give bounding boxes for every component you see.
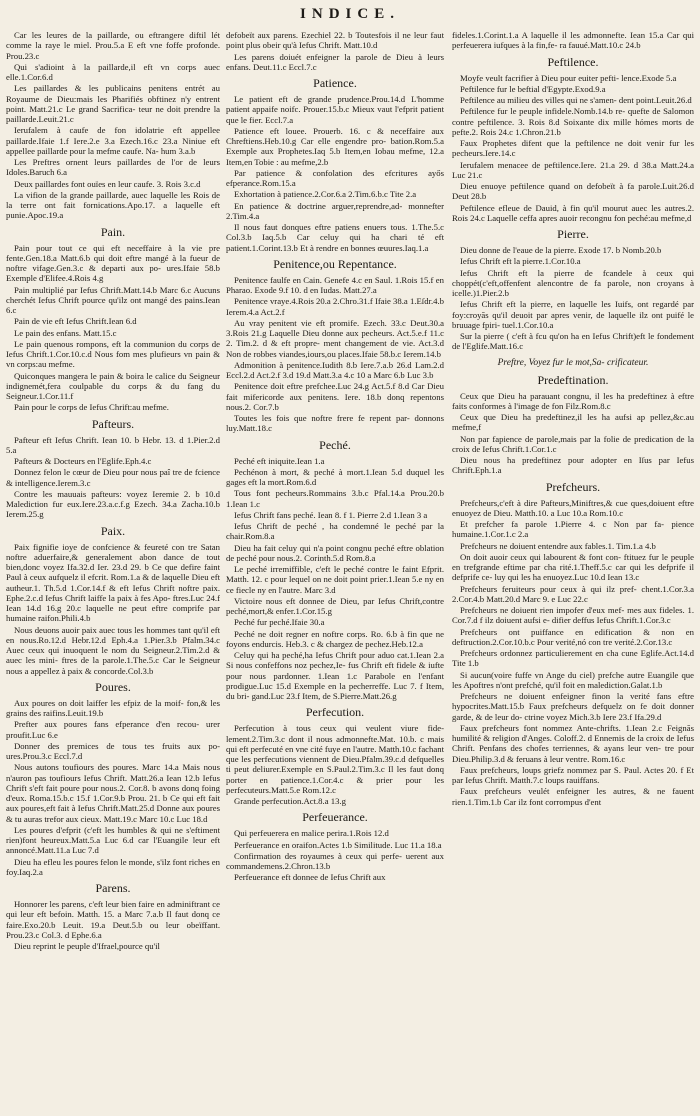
index-entry: Honnorer les parens, c'eft leur bien faire en adminiftrant ce qui leur eft befoin. Matth. 15. a Marc 7.a.b Il faut donq ce faire.Exo.20.b Leuit. 19.a Deut.5.b ou leur obeïffant. Prou.23.c Col.3. d Ephe.6.a xyxy=(6,899,220,940)
index-entry: Pain pour le corps de Iefus Chrift:au mefme. xyxy=(14,402,169,413)
index-entry: Prefcheurs ordonnez particulierement en cha cune Eglife.Act.14.d Tite 1.b xyxy=(452,648,694,669)
index-entry: Qui perfeuerera en malice perira.1.Rois 12.d xyxy=(234,828,389,839)
index-entry: Exhortation à patience.2.Cor.6.a 2.Tim.6.b.c Tite 2.a xyxy=(234,189,417,200)
index-entry: Le patient eft de grande prudence.Prou.14.d L'homme patient appaife noifc. Prouer.15.b.c Mieux vaut l'efprit patient que le fier. Eccl.7.a xyxy=(226,94,444,125)
index-entry: Pain pour tout ce qui eft neceffaire à la vie pre fente.Gen.18.a Matt.6.b qui doit eftre mangé à la fueur de noftre vifage.Gen.3.c & departi aux po- ures.Ifaie 58.b Exemple d'Elifee.4.Rois 4.g xyxy=(6,242,220,284)
index-entry: Grande perfecution.Act.8.a 13.g xyxy=(234,796,346,806)
section-heading: Poures. xyxy=(95,679,131,694)
index-entry: Dieu enuoye peftilence quand on defobeït à fa parole.Luit.26.d Deut 28.b xyxy=(452,181,694,202)
index-entry: Prefcheurs,c'eft à dire Pafteurs,Miniftres,& cue ques,doiuent eftre enuoyez de Dieu. Matth.10. a Luc 10.a Rom.10.c xyxy=(452,497,694,518)
index-entry: Pechénon à mort, & peché à mort.1.Iean 5.d duquel les gages eft la mort.Rom.6.d xyxy=(226,466,444,487)
index-entry: Car les leures de la paillarde, ou eftrangere diftil lét comme la raye le miel. Prou.5.a E eft vne foffe profonde. Prou.23.c xyxy=(6,30,220,61)
index-entry: Nous deuons auoir paix auec tous les hommes tant qu'il eft en nous.Ro.12.d Hebr.12.d Eph.4.a 1.Pier.3.b Pfalm.34.c Auec ceux qui inuoquent le nom du Seigneur.2.Tim.2.d & auec les mini- ftres de la parole.1.The.5.c Car le Seigneur nous a appellez à paix & concorde.Col.3.b xyxy=(6,624,220,676)
index-entry: Au vray penitent vie eft promife. Ezech. 33.c Deut.30.a 3.Rois 21.g Laquelle Dieu donne aux pecheurs. Act.5.e.f 11.c 2. Tim.2. d & eft propre- ment changement de vie. Act.3.d Non de robbes viandes,iours,ou places.Ifaie 58.b.c Ierem.14.b xyxy=(226,317,444,359)
index-entry: Les Preftres ornent leurs paillardes de l'or de leurs Idoles.Baruch 6.a xyxy=(6,157,220,178)
index-entry: Confirmation des royaumes à ceux qui perfe- uerent aux commandemens.2.Chron.13.b xyxy=(226,850,444,871)
index-entry: Ceux que Dieu ha predeftinez,il les ha aufsi ap pellez,&c.au mefme,f xyxy=(452,412,694,433)
index-entry: Deux paillardes font ouïes en leur caufe. 3. Rois 3.c.d xyxy=(14,178,201,189)
index-entry: Pafteurs & Docteurs en l'Eglife.Eph.4.c xyxy=(14,456,152,466)
index-entry: Donner des premices de tous tes fruits aux po- ures.Prou.3.c Eccl.7.d xyxy=(6,740,220,761)
column-1 xyxy=(6,30,220,1112)
index-entry: Dieu ha fait celuy qui n'a point congnu peché eftre oblation de peché pour nous.2. Corinth.5.d Rom.8.a xyxy=(226,542,444,563)
index-entry: Iefus Chrift eft la pierre.1.Cor.10.a xyxy=(460,256,581,267)
section-heading: Peché. xyxy=(319,437,351,452)
index-entry: Pain multiplié par Iefus Chrift.Matt.14.b Marc 6.c Aucuns cherchét Iefus Chrift pource qu'ilz ont mangé des pains.Iean 6.c xyxy=(6,284,220,315)
section-heading: Perfecution. xyxy=(305,705,365,720)
index-columns xyxy=(6,30,694,1112)
index-entry: Moyfe veult facrifier à Dieu pour euiter pefti- lence.Exode 5.a xyxy=(460,72,677,83)
section-heading: Prefcheurs. xyxy=(545,479,601,494)
index-entry: Perfeuerance eft donnee de Iefus Chrift aux xyxy=(234,872,386,883)
index-entry: Patience eft louee. Prouerb. 16. c & neceffaire aux Chreftiens.Heb.10.g Car elle engendre pro- bation.Rom.5.a Exemple aux Prophetes.Iaq 5.b Item,en Iobau mefme, 12.a Item,en Tobie : au mefme,2.b xyxy=(226,125,444,167)
index-entry: Peftilence efleue de Dauid, à fin qu'il mourut auec les autres.2. Rois 24.c Laquelle ceffa apres auoir recongnu fon peché:au mefme,d xyxy=(452,202,694,223)
index-entry: Prefcheurs ont puiffance en edification & non en deftruction.2.Cor.10.b.c Pour verité,nó con tre verité.2.Cor.13.c xyxy=(452,626,694,647)
page-header: INDICE. xyxy=(300,6,400,22)
index-entry: Nous autons toufiours des poures. Marc 14.a Mais nous n'auron pas toufiours Iefus Chrift. Matt.26.a Iean 12.b Iefus Chrift s'eft fait poure pour nous.2. Cor.8. b avons donq foing d'eux. Roma.15.b.c 15.f 1.Cor.9.b Prou. 21. b Ce qui eft fait aux poures,eft fait à Iefus Chrift.Matt.25.d Donne aux poures & tu auras trefor aux cieux. Matt.19.c Marc 10.c Luc 18.d xyxy=(6,762,220,824)
index-entry: Le pain quenous rompons, eft la communion du corps de Iefus Chrift.1.Cor.10.c.d Nous fom mes plufieurs vn pain & vn corps:au mefme. xyxy=(6,338,220,370)
section-heading: Peftilence. xyxy=(547,54,599,69)
index-entry: Faux Prophetes difent que la peftilence ne doit venir fur les pecheurs.Iere.14.c xyxy=(452,138,694,159)
section-heading: Perfeuerance. xyxy=(302,810,368,825)
index-entry: Le pain des enfans. Matt.15.c xyxy=(14,327,117,338)
section-heading: Parens. xyxy=(95,881,131,895)
index-entry: Contre les mauuais pafteurs: voyez Ieremie 2. b 10.d Malediction fur eux.Iere.23.a.c.f.g Ezech. 34.a Zacha.10.b Ierem.25.g xyxy=(6,488,220,520)
index-entry: Le peché irremiffible, c'eft le peché contre le faint Efprit. Matth. 12. c pour lequel on ne doit point prier.1.Iean 5.e ny en ce fiecle ny en l'autre. Marc 3.d xyxy=(226,564,444,595)
index-entry: Celuy qui ha peché,ha Iefus Chrift pour aduo cat.1.Iean 2.a Si nous confeffons noz pechez,Ie- fus Chrift eft fidele & iufte pour nous pardonner. 1.Iean 1.c Parabole en l'enfant prodigue.Luc 15.d Exemple en la pecherreffe. Luc 7. f Item, du bri- gand.Luc 23.f Item, de S.Pierre.Matt.26.g xyxy=(226,650,444,701)
index-entry: Prefcheurs ne doiuent entendre aux fables.1. Tim.1.a 4.b xyxy=(460,540,656,551)
section-heading: Paix. xyxy=(100,523,126,538)
index-entry: Paix fignifie ioye de confcience & feureté con tre Satan noftre aduerfaire,& generalement abon dance de tout bien,donc voyez Ifa.32.d Ier. 23.d 29. b Ce que defire faint Paul à ceux aufquelz il efcrit. Rom.1.a & de laquelle Dieu eft autheur.1. Th.5.d 1.Cor.14.f & eft Iefus Chrift noftre paix. Ephe.2.c.d Iefus Chrift laiffe la paix à fes Apo- ftres.Luc 24.f Iean 14.d 16.g 20.c laquelle ne peut eftre comprife par humaine raifon.Phili.4.b xyxy=(6,541,220,624)
section-heading: Pafteurs. xyxy=(91,416,135,431)
index-entry: Prefcheurs ne doiuent enfeigner finon la verité fans eftre hypocrites.Matt.15.b Faux prefcheurs defquelz on fe doit donner garde, & de leur do- ctrine voyez Mich.3.b Iere 23.f Ifa.29.d xyxy=(452,691,694,722)
index-entry: Les poures d'efprit (c'eft les humbles & qui ne s'eftiment rien)font heureux.Matt.5.a Luc 6.d car l'Euangile leur eft annoncé.Matt.11.a Luc 7.d xyxy=(6,824,220,856)
index-entry: defobeït aux parens. Ezechiel 22. b Toutesfois il ne leur faut point plus obeir qu'à Iefus Chrift. Matt.10.d xyxy=(226,30,444,51)
index-entry: Faux prefcheurs, loups griefz nommez par S. Paul. Actes 20. f Et par Iefus Chrift. Matth.7.c loups rauiffans. xyxy=(452,764,694,785)
index-entry: Aux poures on doit laiffer les efpiz de la moif- fon,& les grains des raifins.Leuit.19.b xyxy=(6,697,220,718)
index-entry: fideles.1.Corint.1.a A laquelle il les admonnefte. Iean 15.a Car qui perfeuerera iufques à la fin,fe- ra fauué.Matt.10.c 24.b xyxy=(452,30,694,51)
section-heading: Pain. xyxy=(100,224,126,239)
section-heading: Predeftination. xyxy=(537,372,609,387)
section-heading: Patience. xyxy=(313,76,357,90)
index-entry: Dieu ha efleu les poures felon le monde, s'ilz font riches en foy.Iaq.2.a xyxy=(6,856,220,877)
column-2 xyxy=(226,30,444,1112)
index-entry: Victoire nous eft donnee de Dieu, par Iefus Chrift,contre peché,mort,& enfer.1.Cor.15.g xyxy=(226,595,444,616)
index-entry: Peché ne doit regner en noftre corps. Ro. 6.b à fin que ne foyons endurcis. Heb.3. c & chargez de pechez.Heb.12.a xyxy=(226,628,444,649)
index-entry: Peftilence au milieu des villes qui ne s'amen- dent point.Leuit.26.d xyxy=(460,95,692,105)
index-entry: Penitence doit eftre prefchee.Luc 24.g Act.5.f 8.d Car Dieu fait mifericorde aux penitens. Iere. 18.b donq repentons nous.2. Cor.7.b xyxy=(226,381,444,412)
index-entry: Tous font pecheurs.Rommains 3.b.c Pfal.14.a Prou.20.b 1.Iean 1.c xyxy=(226,488,444,509)
index-entry: Faux prefcheurs font nommez Ante-chrifts. 1.Iean 2.c Feignās humilité & religion d'Anges. Coloff.2. d Ennemis de la croix de Iefus Chrift. Penfans des chofes terriennes, & ayans leur ven- tre pour Dieu.Philip.3.d & feruans à leur ventre. Rom.16.c xyxy=(452,722,694,764)
index-entry: En patience & doctrine arguer,reprendre,ad- monnefter 2.Tim.4.a xyxy=(226,200,444,221)
index-entry: Par patience & confolation des efcritures ayős efperance.Rom.15.a xyxy=(226,167,444,188)
index-entry: Qui s'adioint à la paillarde,il eft vn corps auec elle.1.Cor.6.d xyxy=(6,61,220,82)
index-entry: Perfecution à tous ceux qui veulent viure fide- lement.2.Tim.3.c dont il nous admonnefte.Mat. 10.b. c mais qui eft perfecuté en vne cité fuye en l'autre. Matth.10.c fachant que les perfecutions viennent de Dieu.Pfalm.39.c.d defquelles ti peut deliurer.Exemple en S.Paul.2.Tim.3.c Il les faut donq porter en patience.1.Cor.4.c & prier pour les perfecuteurs.Matt.5.e Rom.12.c xyxy=(226,723,444,795)
index-entry: Ierufalem à caufe de fon idolatrie eft appellee paillarde.Ifaie 1.f Iere.2.e 3.a Ezech.16.c 23.a Niniue eft appellee paillarde pour la mefme caufe. Na- hum 3.a.b xyxy=(6,125,220,156)
index-entry: Faux prefcheurs veulét enfeigner les autres, & ne fauent rien.1.Tim.1.b Car ilz font corrompus d'ent xyxy=(452,786,694,807)
index-entry: Prefcheurs feruiteurs pour ceux à qui ilz pref- chent.1.Cor.3.a 2.Cor.4.b Matt.20.d Marc 9. e Luc 22.c xyxy=(452,583,694,604)
index-entry: Prefter aux poures fans efperance d'en recou- urer proufit.Luc 6.e xyxy=(6,719,220,740)
index-entry: La vifion de la grande paillarde, auec laquelle les Rois de la terre ont fait fornications.Apo.17. a laquelle eft punie.Apoc.19.a xyxy=(6,189,220,221)
index-entry: Pain de vie eft Iefus Chrift.Iean 6.d xyxy=(14,316,137,327)
section-heading: Penitence,ou Repentance. xyxy=(273,256,397,271)
index-entry: Les parens doiuét enfeigner la parole de Dieu à leurs enfans. Deut.11.c Eccl.7.c xyxy=(226,51,444,72)
index-entry: Pafteur eft Iefus Chrift. Iean 10. b Hebr. 13. d 1.Pier.2.d 5.a xyxy=(6,434,220,455)
index-entry: Penitence faulfe en Cain. Genefe 4.c en Saul. 1.Rois 15.f en Pharao. Exode 9.f 10. d en Iudas. Matt.27.a xyxy=(226,274,444,295)
index-entry: Iefus Chrift fans peché. Iean 8. f 1. Pierre 2.d 1.Iean 3 a xyxy=(234,509,428,520)
index-entry: On doit auoir ceux qui labourent & font con- ftituez fur le peuple en trefgrande eftime par cha rité.1.Theff.5.c car qui les defprife il defprife ce- luy qui les ha enuoyez.Luc 10.d Iean 13.c xyxy=(452,551,694,583)
index-entry: Non par fapience de parole,mais par la folie de predication de la croix de Iefus Chrift.1.Cor.1.c xyxy=(452,433,694,454)
index-entry: Et prefcher fa parole 1.Pierre 4. c Non par fa- pience humaine.1.Cor.1.c 2.a xyxy=(452,519,694,540)
index-entry: Donnez felon le cœur de Dieu pour nous paî tre de fcience & intelligence.Ierem.3.c xyxy=(6,467,220,488)
index-entry: Peché fur peché.Ifaie 30.a xyxy=(234,617,325,628)
index-entry: Toutes les fois que noftre frere fe repent par- donnons luy.Matt.18.c xyxy=(226,413,444,434)
index-entry: Ceux que Dieu ha parauant congnu, il les ha predeftinez à eftre faits conformes à l'image de fon Filz.Rom.8.c xyxy=(452,390,694,411)
section-heading: Pierre. xyxy=(557,227,589,241)
index-entry: Peftilence fur le peuple infidele.Nomb.14.b re- quefte de Salomon contre peftilence. 3. Rois 8.d Soixante dix mille hómes morts de pefte.2. Rois 24.c 1.Chron.21.b xyxy=(452,106,694,137)
index-entry: Si aucun(voire fuffe vn Ange du ciel) prefche autre Euangile que les Apoftres n'ont prefché, qu'il foit en malediction.Galat.1.b xyxy=(452,669,694,690)
index-entry: Perfeuerance en oraifon.Actes 1.b Similitude. Luc 11.a 18.a xyxy=(234,839,442,850)
index-entry: Dieu reprint le peuple d'Ifrael,pource qu'il xyxy=(14,941,160,951)
index-entry: Dieu nous ha predeftinez pour adopter en Iſus par Iefus Chrift.Eph.1.a xyxy=(452,455,694,476)
index-entry: Peftilence fur le beftial d'Egypte.Exod.9.a xyxy=(460,83,606,94)
index-entry: Sur la pierre ( c'eft à fcu qu'on ha en Iefus Chrift)eft le fondement de l'Eglife.Matt.16.c xyxy=(452,331,694,352)
index-entry: Admonition à penitence.Iudith 8.b Iere.7.a.b 26.d Lam.2.d Eccl.2.d Act.2.f 3.d 19.d Matt.3.a 4.c 10 a Marc 6.b Luc 3.b xyxy=(226,359,444,380)
index-entry: Prefcheurs ne doiuent rien impofer d'eux mef- mes aux fideles. 1. Cor.7.d f ilz doiuent aufsi e- difier deffus Iefus Chrift.1.Cor.3.c xyxy=(452,605,694,626)
index-entry: Quiconques mangera le pain & boira le calice du Seigneur indignemét,fera coulpable du corps & du fang du Seigneur.1.Cor.11.f xyxy=(6,370,220,401)
index-entry: Les paillardes & les publicains penitens entrét au Royaume de Dieu:mais les Pharifiés obftinez n'y entrent point. Matt.21.c Le grand Sacrifica- teur ne doit prendre la paillarde.Leuit.21.c xyxy=(6,83,220,124)
index-entry: Dieu donne de l'eaue de la pierre. Exode 17. b Nomb.20.b xyxy=(460,245,662,255)
cross-reference-note: Preftre, Voyez fur le mot,Sa- crificateur. xyxy=(497,357,649,368)
index-entry: Iefus Chrift eft la pierre, en laquelle les Iuifs, ont regardé par foy:croyās qu'il deuoit par apres venir, de laquelle ilz ont puifé le bruuage fpiri- tuel.1.Cor.10.a xyxy=(452,299,694,330)
column-3 xyxy=(452,30,694,1112)
index-entry: Penitence vraye.4.Rois 20.a 2.Chro.31.f Ifaie 38.a 1.Eſdr.4.b Ierem.4.a Act.2.f xyxy=(226,296,444,317)
index-entry: Peché eft iniquite.Iean 1.a xyxy=(234,455,325,466)
index-entry: Iefus Chrift de peché , ha condemné le peché par la chair.Rom.8.a xyxy=(226,521,444,542)
index-entry: Il nous faut donques eftre patiens enuers tous. 1.The.5.c Col.3.b Iaq.5.b Car celuy qui ha chari té eft patient.1.Corint.13.b Et à rendre en bonnes œuures.Iaq.1.a xyxy=(226,222,444,253)
index-entry: Iefus Chrift eft la pierre de fcandele à ceux qui choppét(c'eft,offenfent alencontre de fa parole, non croyans à icelle.)1.Pier.2.b xyxy=(452,267,694,298)
index-entry: Ierufalem menacee de peftilence.Iere. 21.a 29. d 38.a Matt.24.a Luc 21.c xyxy=(452,159,694,180)
